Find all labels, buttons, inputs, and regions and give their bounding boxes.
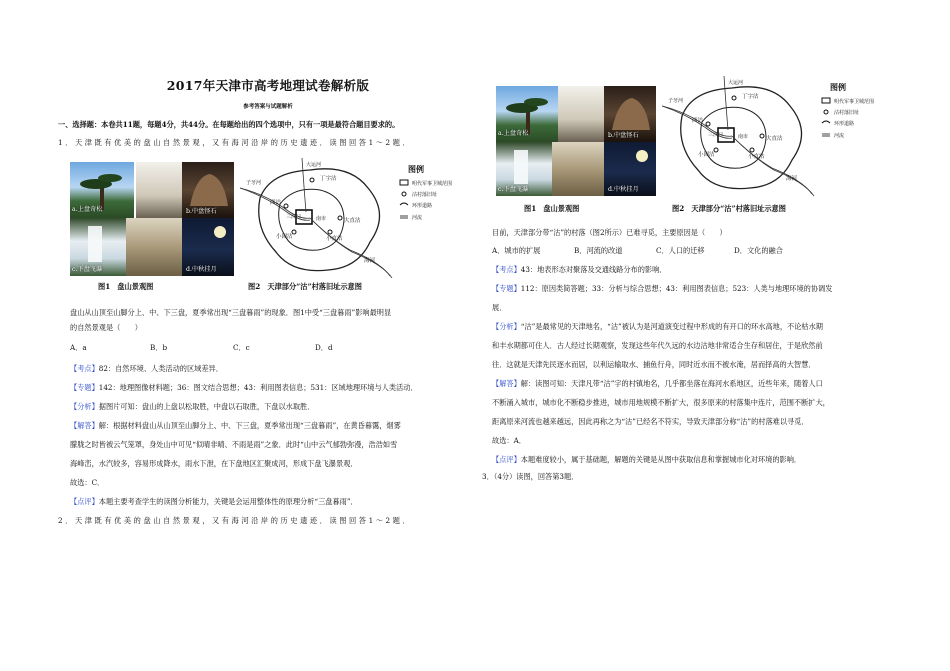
q2-kaodian-text: 43：地表形态对聚落及交通线路分布的影响． — [520, 265, 667, 274]
q2-fenxi-tag: 【分析】 — [492, 322, 521, 331]
page-title: 2017年天津市高考地理试卷解析版 — [166, 78, 370, 93]
q2-zhuanti-text1: 112：原因类简答题；33：分析与综合思想；43：利用图表信息；523：人类与地理环境的协调发 — [520, 284, 833, 293]
photo-d-right — [604, 142, 656, 196]
map-right-label-dazhigu: 大直沽 — [766, 136, 783, 142]
q2-option-b[interactable]: B．河流的改道 — [574, 246, 623, 255]
photo-center-top-right — [558, 86, 604, 142]
q1-zhuanti — [70, 383, 418, 393]
legend-item-ring-road: 环形道路 — [412, 203, 433, 209]
q1-dianping-text: 本题主要考查学生的读图分析能力，关键是会运用整体性的原理分析“三盘暮雨”． — [98, 497, 358, 506]
q2-fenxi-line3: 往．这就是天津先民逐水而居，以利运输取水、捕鱼行舟，同时近水而不被水淹，居而择高的大智慧． — [492, 360, 816, 369]
q2-jieda-line2: 不断涌入城市，城市化不断稳步推进，城市用地规模不断扩大，很多原来的村落集中连片，范围不断扩大， — [492, 398, 830, 407]
q2-fenxi-text1: “沽”是最常见的天津地名，“沽”被认为是河道演变过程中形成的有开口的环水高地，不论枯水期 — [520, 322, 823, 331]
q2-option-d[interactable]: D．文化的融合 — [734, 246, 783, 255]
map-label-sanchakou: 三汊口 — [286, 214, 302, 220]
map-label-dingzigu: 丁字沽 — [320, 176, 337, 182]
fig1-caption-right: 图1 盘山景观图 — [524, 204, 580, 213]
village-map-right — [662, 76, 890, 200]
photo-b-right — [604, 86, 656, 142]
q1-dianping — [70, 497, 358, 507]
photo-d — [182, 218, 234, 276]
fig2-caption-right: 图2 天津部分“沽”村落旧址示意图 — [672, 204, 786, 213]
q1-fenxi — [70, 402, 314, 412]
photo-center-top — [136, 162, 182, 218]
map-right-label-sanchakou: 三汊口 — [708, 132, 724, 138]
map-label-xigu: 西沽 — [270, 200, 282, 206]
q1-kaodian-tag: 【考点】 — [70, 364, 99, 373]
section-heading: 一、选择题：本卷共11题，每题4分，共44分。在每题给出的四个选项中，只有一项是最符合题目要求的。 — [58, 120, 400, 129]
photo-c — [70, 218, 126, 276]
q1-zhuanti-text: 142：地理图像材料题；36：图文结合思想；43：利用图表信息；531：区域地理环境与人类活动． — [98, 383, 418, 392]
photo-c-label: c.下盘飞瀑 — [72, 266, 103, 273]
photo-b-label: b.中盘怪石 — [186, 208, 217, 215]
q2-zhuanti-line2: 展． — [492, 303, 507, 312]
photo-a-right — [496, 86, 558, 142]
q2-jieda-line3: 距离原来河流也越来越远，因此再称之为“沽”已经名不符实，导致天津部分称“沽”的村落难以寻觅． — [492, 417, 809, 426]
legend-title: 图例 — [408, 165, 424, 174]
fig1-caption: 图1 盘山景观图 — [98, 282, 154, 291]
q2-dianping-tag: 【点评】 — [492, 455, 521, 464]
q1-question-line2: 的自然景观是（ ） — [70, 323, 142, 332]
legend-right-title: 图例 — [830, 83, 846, 92]
q2-jieda-tag: 【解答】 — [492, 379, 521, 388]
photo-center-bottom — [126, 218, 182, 276]
page-subtitle: 参考答案与试题解析 — [243, 104, 293, 110]
q1-dianping-tag: 【点评】 — [70, 497, 99, 506]
q1-kaodian-text: 82：自然环境、人类活动的区域差异． — [98, 364, 223, 373]
map-right-label-dayunhe: 大运河 — [728, 80, 744, 86]
map-right-label-xigu: 西沽 — [692, 118, 704, 124]
photo-b-right-label: b.中盘怪石 — [608, 132, 639, 139]
photo-a — [70, 162, 134, 218]
q1-jieda-line1 — [70, 421, 401, 431]
photo-d-label: d.中秋挂月 — [186, 266, 217, 273]
q2-fenxi — [492, 322, 823, 332]
map-label-nanshi: 南市 — [316, 216, 327, 222]
legend-right-item-fort: 明代军事卫城范围 — [834, 99, 875, 105]
legend-right-item-ring-road: 环形道路 — [834, 121, 855, 127]
photo-b — [182, 162, 234, 218]
q2-kaodian — [492, 265, 666, 275]
fig2-caption: 图2 天津部分“沽”村落旧址示意图 — [248, 282, 362, 291]
photo-d-right-label: d.中秋挂月 — [608, 186, 639, 193]
legend-item-village: 沽村落旧址 — [412, 192, 438, 198]
photo-c-right — [496, 142, 552, 196]
photo-a-right-label: a.上盘奇松 — [498, 130, 529, 137]
q1-fenxi-text: 据图片可知：盘山的上盘以松取胜，中盘以石取胜，下盘以水取胜． — [98, 402, 315, 411]
legend-item-river: 河流 — [412, 215, 423, 221]
q2-answer: 故选：A． — [492, 436, 526, 445]
q2-jieda — [492, 379, 823, 389]
map-right-label-nanshi: 南市 — [738, 134, 749, 140]
village-map — [240, 158, 462, 278]
q2-question: 目前，天津部分带“沽”的村落（图2所示）已难寻觅，主要原因是（ ） — [492, 228, 727, 237]
map-label-xiaozhigu: 小直沽 — [326, 236, 343, 242]
q1-zhuanti-tag: 【专题】 — [70, 383, 99, 392]
photo-center-bottom-right — [552, 142, 604, 196]
q3-stem: 3．（4分）读图，回答第3题． — [482, 472, 579, 481]
q1-option-a[interactable]: A．a — [70, 343, 87, 352]
photo-a-label: a.上盘奇松 — [72, 206, 103, 213]
legend-right-item-river: 河流 — [834, 133, 845, 139]
legend-right-item-village: 沽村落旧址 — [834, 110, 860, 116]
q1-jieda-text1: 解：根据材料盘山从山顶至山脚分上、中、下三盘，夏季常出现“三盘暮雨”，在黄昏暮霭，烟雾 — [98, 421, 401, 430]
q1-option-d[interactable]: D．d — [315, 343, 333, 352]
q2-dianping-text: 本题难度较小，属于基础题，解题的关键是从图中获取信息和掌握城市化对环境的影响． — [520, 455, 802, 464]
map-label-ziyahe: 子牙河 — [246, 180, 262, 186]
q1-jieda-tag: 【解答】 — [70, 421, 99, 430]
q2-stem: 2．天津既有优美的盘山自然景观，又有海河沿岸的历史遗迹．读图回答1～2题． — [58, 516, 413, 525]
q2-option-c[interactable]: C．人口的迁移 — [656, 246, 705, 255]
q1-question-line1: 盘山从山顶至山脚分上、中、下三盘，夏季常出现“三盘暮雨”的现象．图1中受“三盘暮雨”影响最明显 — [70, 308, 392, 317]
q2-fenxi-line2: 和丰水期都可住人．古人经过长期观察，发现这些年代久远的水边沽地非常适合生存和居住，于是欣然前 — [492, 341, 823, 350]
q1-kaodian — [70, 364, 223, 374]
map-right-label-xiaozhigu: 小直沽 — [748, 154, 765, 160]
map-label-haihe: 海河 — [364, 258, 376, 264]
q1-jieda-line2: 朦胧之时皆被云气笼罩，身处山中可见“似晴非晴、不雨是雨”之象．此时“山中云气郁勃弥漫，浩浩如雪 — [70, 440, 398, 449]
map-right-label-xiaoyuangu: 小园沽 — [698, 152, 715, 158]
q1-fenxi-tag: 【分析】 — [70, 402, 99, 411]
map-right-label-haihe: 海河 — [786, 176, 798, 182]
map-label-xiaoyuangu: 小园沽 — [276, 234, 293, 240]
figure-block-left — [70, 158, 462, 293]
q2-zhuanti — [492, 284, 832, 294]
q1-stem: 1．天津既有优美的盘山自然景观，又有海河沿岸的历史遗迹．读图回答1～2题． — [58, 138, 413, 147]
q1-answer: 故选：C． — [70, 478, 105, 487]
q2-kaodian-tag: 【考点】 — [492, 265, 521, 274]
q2-zhuanti-tag: 【专题】 — [492, 284, 521, 293]
map-label-dazhigu: 大直沽 — [344, 218, 361, 224]
q1-option-c[interactable]: C．c — [233, 343, 250, 352]
legend-item-fort: 明代军事卫城范围 — [412, 181, 453, 187]
q2-option-a[interactable]: A．城市的扩展 — [492, 246, 541, 255]
photo-c-right-label: c.下盘飞瀑 — [498, 186, 529, 193]
figure-block-right — [496, 76, 896, 216]
q1-jieda-line3: 海峰峦，水汽较多，容易形成降水，雨水下泄，在下盘地区汇聚成河，形成下盘飞瀑景观． — [70, 459, 358, 468]
map-right-label-dingzigu: 丁字沽 — [742, 94, 759, 100]
map-label-dayunhe: 大运河 — [306, 162, 322, 168]
q1-option-b[interactable]: B．b — [150, 343, 168, 352]
q2-jieda-text1: 解：读图可知：天津凡带“沽”字的村镇地名，几乎都坐落在海河水系地区，近些年来，随着人口 — [520, 379, 823, 388]
map-right-label-ziyahe: 子牙河 — [668, 98, 684, 104]
q2-dianping — [492, 455, 801, 465]
